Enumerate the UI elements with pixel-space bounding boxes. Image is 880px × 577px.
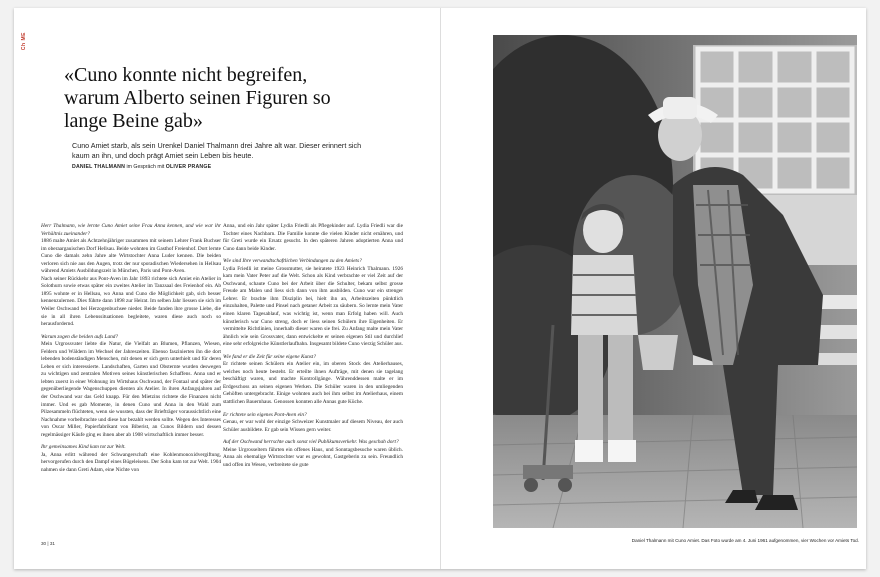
body-column-2 bbox=[223, 223, 403, 538]
interview-answer: Nach seiner Rückkehr aus Pont-Aven im Jahr 1893 richtete sich Amiet ein Atelier in Solothurn sowie etwas später ein zweites Atelier im Tanzsaal des Freienhof ein. Ab 1895 wohnte er in Hellsau, wo Anna und Cuno die Möglichkeit gab, sich besser kennenzulernen. Dies führte dann 1898 zur Heirat. Im selben Jahr liessen sie sich im Weiler Oschwand bei Herzogenbuchsee nieder. Beide fanden ihre grosse Liebe, die sie in all ihren Lebenssituationen begleitete, waren diese auch noch so herausfordernd. bbox=[41, 275, 221, 328]
magazine-spread bbox=[14, 8, 866, 569]
page-numbers: 30 | 31 bbox=[41, 541, 55, 546]
interview-answer: Meine Urgrosseltern führten ein offenes Haus, und Sonntagsbesuche waren üblich. Anna als ehemalige Wirtstochter war es gewohnt, Gastgeberin zu sein. Freundlich und offen im Wesen, verbreitete sie gute bbox=[223, 446, 403, 468]
interview-question: Wie fand er die Zeit für seine eigene Kunst? bbox=[223, 353, 316, 360]
interview-question: Ihr gemeinsames Kind kam tot zur Welt. bbox=[41, 444, 126, 451]
byline-author: DANIEL THALMANN bbox=[72, 164, 126, 170]
historic-photo bbox=[493, 35, 857, 528]
interview-answer: Er richtete seinen Schülern ein Atelier ein, im oberen Stock des Atelierhauses, welches noch heute besteht. Er erteilte ihnen Aufträge, mit denen sie tagelang beschäftigt waren, und machte Kontrollgänge. Währenddessen malte er im Erdgeschoss an seinen eigenen Werken. Die Schüler waren in den umliegenden Gehöften untergebracht. Einige wohnten auch bei ihm selbst im Atelierhaus, einem stattlichen Bauernhaus. Genossen konnten alle Annas gute Küche. bbox=[223, 361, 403, 406]
left-page bbox=[14, 8, 440, 569]
right-page bbox=[441, 8, 866, 569]
byline bbox=[72, 164, 211, 170]
photo-illustration bbox=[493, 35, 857, 528]
byline-connector: im Gespräch mit bbox=[126, 164, 165, 170]
interview-answer: Anna, und ein Jahr später Lydia Friedli als Pflegekinder auf. Lydia Friedli war die Tochter eines Nachbarn. Die Familie konnte die vielen Kinder nicht ernähren, und für Greti wurde ein Ersatz gesucht. In den späteren Jahren adoptierten Anna und Cuno dann beide Kinder. bbox=[223, 223, 403, 252]
interview-question: Herr Thalmann, wie lernte Cuno Amiet seine Frau Anna kennen, und wie war ihr Verhältnis zueinander? bbox=[41, 223, 221, 237]
body-column-1 bbox=[41, 223, 221, 538]
interview-answer: Lydia Friedli ist meine Grossmutter, sie heiratete 1923 Heinrich Thalmann. 1926 kam mein Vater Peter auf die Welt. Schon als Kind verbrachte er viel Zeit auf der Oschwand, schaute Cuno bei der Arbeit über die Schulter, bekam selbst grosse Freude am Malen und liess sich dann von ihm ausbilden. Cuno war ein strenger Lehrer. Er brachte ihm Disziplin bei, hielt ihn an, Arbeitszeiten pünktlich einzuhalten, Palette und Pinsel nach getaner Arbeit zu säubern. So lernte mein Vater einen klaren Tagesablauf, was wichtig ist, wenn man Erfolg haben will. Auch künstlerisch war Cuno streng, doch er liess seinen Schülern ihre Eigenheiten. Er vermittelte Richtlinien, innerhalb dieser waren sie frei. Zu Anfang malte mein Vater ähnlich wie sein Grossvater, dann entwickelte er seinen eigenen Stil und durchlief eine sehr erfolgreiche Künstlerlaufbahn. Insgesamt bildete Cuno vierzig Schüler aus. bbox=[223, 265, 403, 348]
interview-answer: 1886 malte Amiet als Achtzehnjähriger zusammen mit seinem Lehrer Frank Buchser im oberaargauischen Dorf Hellsau. Beide wohnten im Gasthof Freienhof. Dort lernte Cuno die damals zehn Jahre alte Wirtstochter Anna Luder kennen. Die beiden verloren sich nie aus den Augen, trotz der nur sporadischen Wiedersehen in Hellsau während Amiets Ausbildungszeit in München, Paris und Pont-Aven. bbox=[41, 238, 221, 275]
interview-question: Wie sind Ihre verwandtschaftlichen Verbindungen zu den Amiets? bbox=[223, 258, 362, 265]
interview-answer: Mein Urgrossvater liebte die Natur, die Vielfalt an Blumen, Pflanzen, Wiesen, Feldern und Wäldern im Wechsel der Jahreszeiten. Ebenso faszinierten ihn die dort lebenden bodenständigen Menschen, mit denen er sich gern unterhielt und für deren Leben er sich interessierte. Landschaften, Garten und Obsternte wurden deswegen zu wichtigen und zentralen Motiven seines künstlerischen Schaffens. Anna und er lebten zuerst in einer Wohnung im Wirtshaus Oschwand, der Fontaal und später der gegenüberliegende Wagenschuppen dienten als Atelier. In ihren Anfangsjahren auf der Oschwand war das Geld knapp. Für den Mietzins richtete die Finanzen nicht immer. Und es gab Momente, in denen Cuno und Anna in den Wald zum Pilzesammeln flüchteten, wenn sie wussten, dass der Briefträger voraussichtlich eine Nachnahme vorbeibrachte und diese bar bezahlt werden sollte. Wegen des Interesses von Oscar Miller, Papierfabrikant von Biberist, an Cunos Bildern und dessen regelmässiger Käufe ging es ihnen aber ab 1908 wirtschaftlich immer besser. bbox=[41, 341, 221, 438]
interview-question: Er richtete sein eigenes Pont-Aven ein? bbox=[223, 411, 307, 418]
photo-caption: Daniel Thalmann mit Cuno Amiet. Das Foto wurde am 4. Juni 1961 aufgenommen, vier Wochen vor Amiets Tod. bbox=[631, 538, 859, 543]
interview-answer: Genau, er war wohl der einzige Schweizer Kunstmaler auf diesem Niveau, der auch Schüler ausbildete. Er gab sein Wissen gern weiter. bbox=[223, 419, 403, 433]
article-deck: Cuno Amiet starb, als sein Urenkel Daniel Thalmann drei Jahre alt war. Dieser erinnert sich kaum an ihn, und doch prägt Amiet sein Leben bis heute. bbox=[72, 141, 362, 160]
section-tag: Ch ME bbox=[21, 32, 27, 51]
interview-question: Warum zogen die beiden aufs Land? bbox=[41, 333, 119, 340]
byline-interviewer: OLIVER PRANGE bbox=[165, 164, 212, 170]
article-headline: «Cuno konnte nicht begreifen, warum Alberto seinen Figuren so lange Beine gab» bbox=[64, 64, 331, 132]
interview-answer: Ja, Anna erlitt während der Schwangerschaft eine Kohlenmonoxidvergiftung, hervorgerufen durch den Dampf eines Bügeleisens. Der Sohn kam tot zur Welt. 1904 nahmen sie dann Greti Adam, eine Nichte von bbox=[41, 451, 221, 473]
interview-question: Auf der Oschwand herrschte auch sonst viel Publikumsverkehr. Was geschah dort? bbox=[223, 439, 399, 446]
